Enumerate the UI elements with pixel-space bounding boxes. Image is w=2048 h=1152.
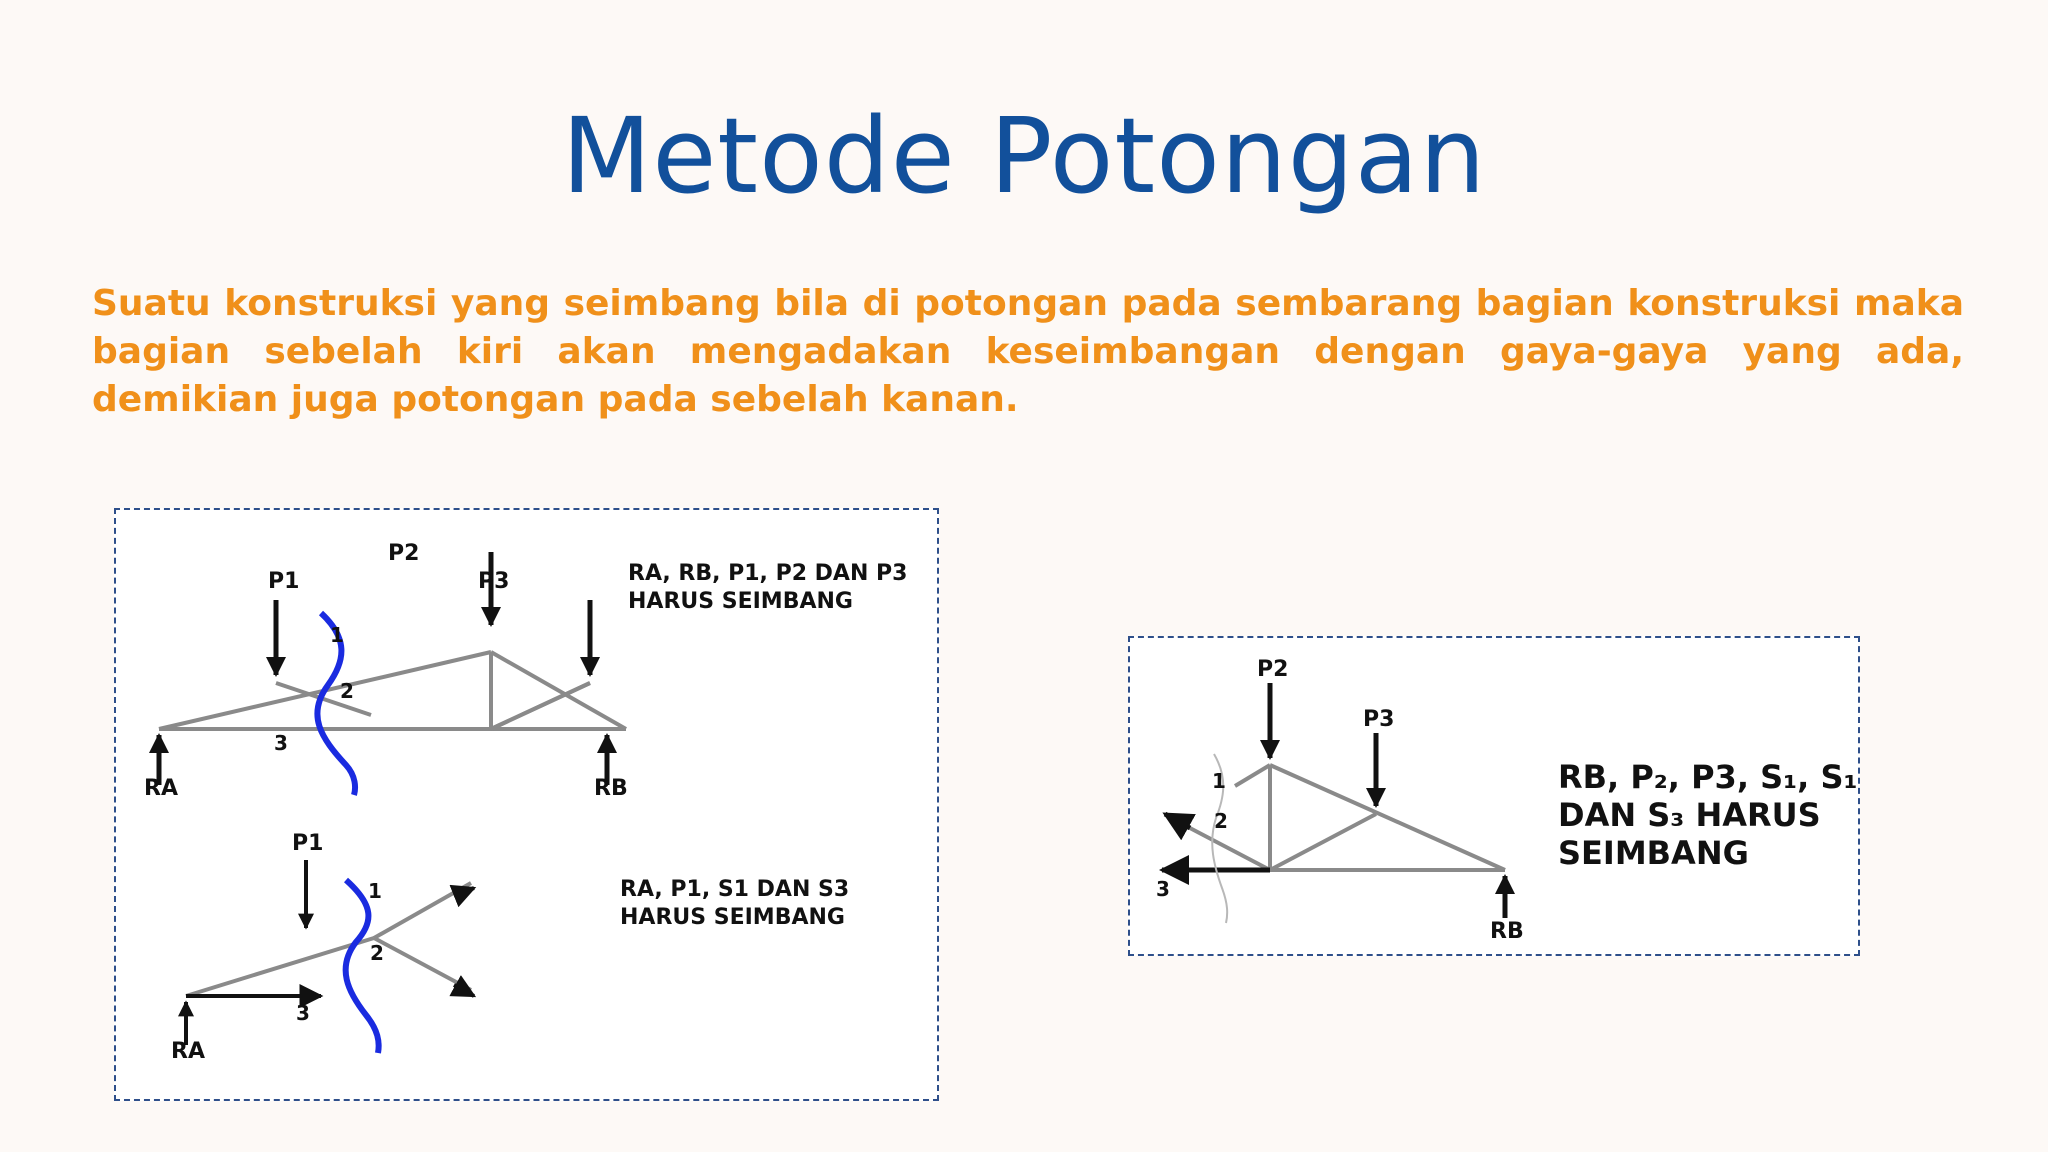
truss-figure-left bbox=[114, 508, 939, 1101]
note-bottom-line1: RA, P1, S1 DAN S3 bbox=[620, 877, 850, 902]
right-truss-arrows bbox=[1162, 683, 1505, 918]
member-3: 3 bbox=[274, 731, 288, 755]
cut-line-bottom bbox=[346, 880, 379, 1053]
note-right-line3: SEIMBANG bbox=[1558, 834, 1749, 872]
label-p2-right: P2 bbox=[1257, 657, 1289, 682]
top-truss-load-arrows bbox=[159, 552, 607, 785]
member-1-bottom: 1 bbox=[368, 879, 382, 903]
label-p3: P3 bbox=[478, 569, 510, 594]
note-right-line2: DAN S₃ HARUS bbox=[1558, 796, 1821, 834]
member-1-right: 1 bbox=[1212, 769, 1226, 793]
member-2-bottom: 2 bbox=[370, 941, 384, 965]
page-title: Metode Potongan bbox=[561, 95, 1487, 217]
truss-diagram-right bbox=[1130, 638, 1858, 954]
bottom-truss-members bbox=[186, 883, 471, 996]
note-right-line1: RB, P₂, P3, S₁, S₁ bbox=[1558, 758, 1858, 796]
note-top-line2: HARUS SEIMBANG bbox=[628, 589, 853, 614]
label-ra-bottom: RA bbox=[171, 1039, 205, 1064]
description-text: Suatu konstruksi yang seimbang bila di potongan pada sembarang bagian konstruksi maka bagian sebelah kiri akan mengadakan keseimbangan dengan gaya-gaya yang ada, demikian juga potongan pada sebelah kanan. bbox=[92, 283, 1964, 420]
top-truss-members bbox=[159, 652, 626, 729]
label-rb: RB bbox=[594, 776, 628, 801]
label-p1: P1 bbox=[268, 569, 300, 594]
member-3-bottom: 3 bbox=[296, 1001, 310, 1025]
label-ra: RA bbox=[144, 776, 178, 801]
note-top-line1: RA, RB, P1, P2 DAN P3 bbox=[628, 561, 908, 586]
label-rb-right: RB bbox=[1490, 919, 1524, 944]
member-2: 2 bbox=[340, 679, 354, 703]
label-p3-right: P3 bbox=[1363, 707, 1395, 732]
member-3-right: 3 bbox=[1156, 877, 1170, 901]
note-bottom-line2: HARUS SEIMBANG bbox=[620, 905, 845, 930]
truss-figure-right bbox=[1128, 636, 1860, 956]
label-p2: P2 bbox=[388, 541, 420, 566]
label-p1-bottom: P1 bbox=[292, 831, 324, 856]
truss-diagram-left bbox=[116, 510, 937, 1099]
member-2-right: 2 bbox=[1214, 809, 1228, 833]
member-1: 1 bbox=[330, 623, 344, 647]
